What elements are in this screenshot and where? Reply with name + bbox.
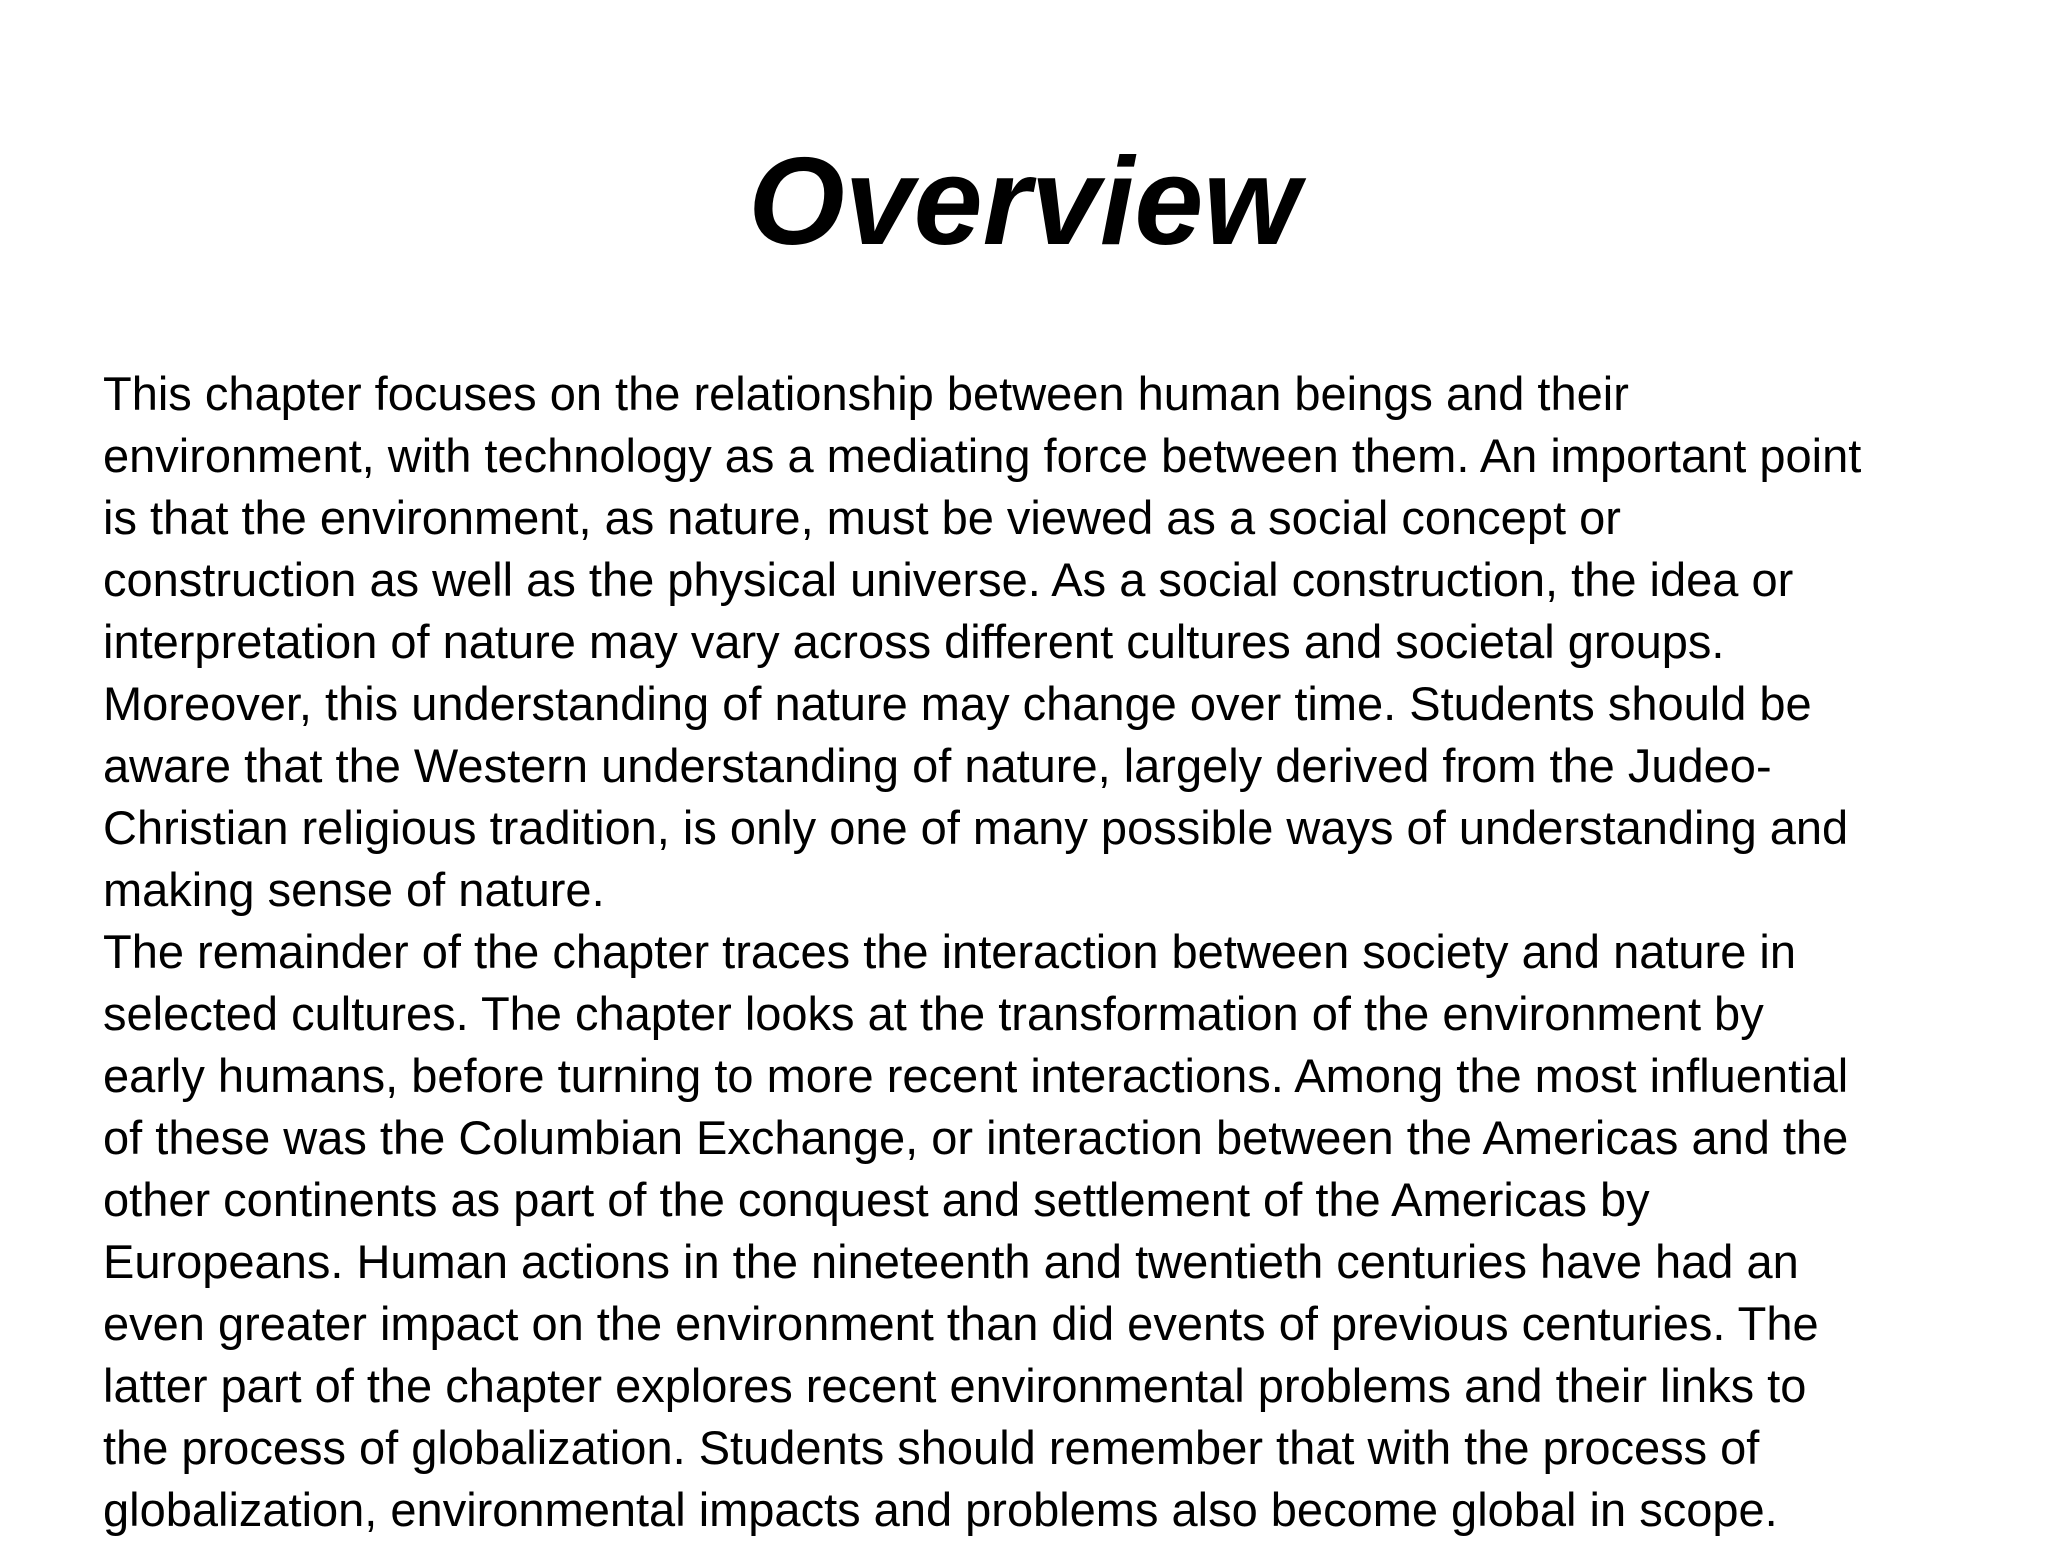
body-line: Europeans. Human actions in the nineteenth and twentieth centuries have had an (103, 1235, 1799, 1288)
slide-title: Overview (748, 133, 1300, 271)
body-line: of these was the Columbian Exchange, or interaction between the Americas and the (103, 1111, 1849, 1164)
body-line: construction as well as the physical universe. As a social construction, the idea or (103, 553, 1794, 606)
body-line: is that the environment, as nature, must be viewed as a social concept or (103, 491, 1621, 544)
body-line: globalization, environmental impacts and problems also become global in scope. (103, 1483, 1778, 1536)
body-line: The remainder of the chapter traces the interaction between society and nature in (103, 925, 1796, 978)
body-line: selected cultures. The chapter looks at the transformation of the environment by (103, 987, 1764, 1040)
body-line: even greater impact on the environment than did events of previous centuries. The (103, 1297, 1819, 1350)
body-line: other continents as part of the conquest and settlement of the Americas by (103, 1173, 1650, 1226)
body-text (103, 363, 2048, 1541)
body-line: environment, with technology as a mediating force between them. An important point (103, 429, 1862, 482)
body-line: the process of globalization. Students should remember that with the process of (103, 1421, 1760, 1474)
body-line: Christian religious tradition, is only one of many possible ways of understanding and (103, 801, 1849, 854)
body-line: This chapter focuses on the relationship between human beings and their (103, 367, 1629, 420)
body-line: making sense of nature. (103, 863, 605, 916)
body-line: early humans, before turning to more recent interactions. Among the most influential (103, 1049, 1849, 1102)
body-line: interpretation of nature may vary across different cultures and societal groups. (103, 615, 1725, 668)
body-line: latter part of the chapter explores recent environmental problems and their links to (103, 1359, 1807, 1412)
body-line: aware that the Western understanding of nature, largely derived from the Judeo- (103, 739, 1772, 792)
body-line: Moreover, this understanding of nature may change over time. Students should be (103, 677, 1812, 730)
